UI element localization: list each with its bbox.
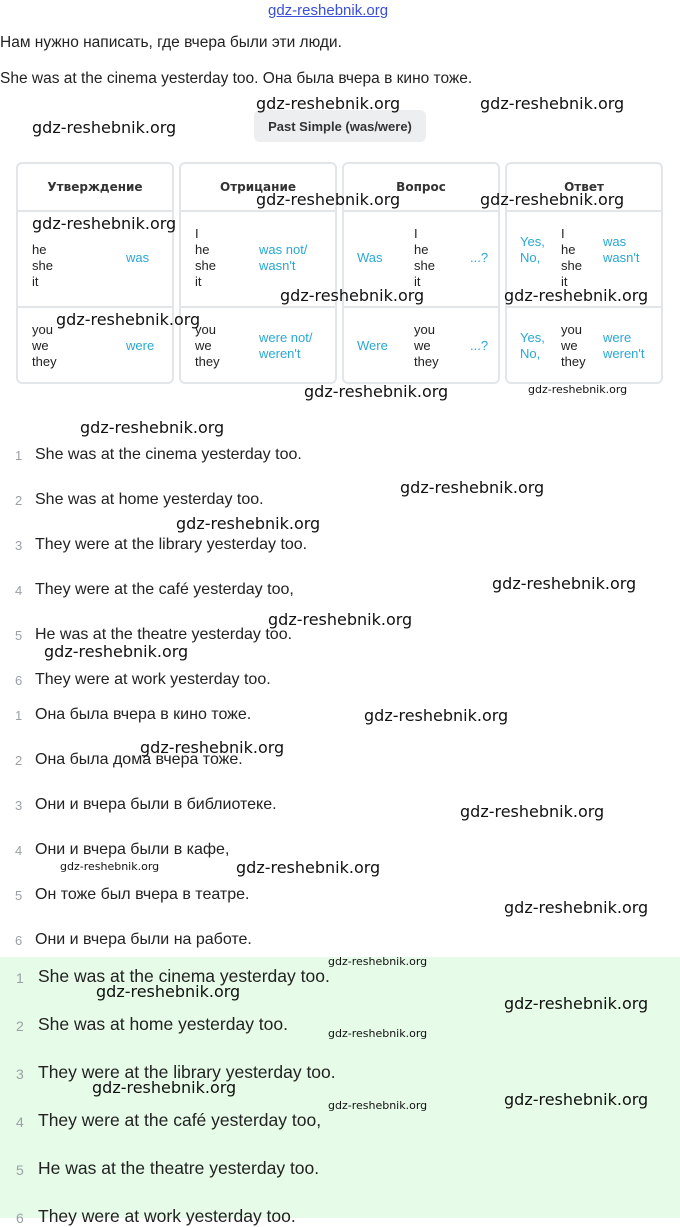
watermark: gdz-reshebnik.org [304,382,449,401]
watermark: gdz-reshebnik.org [44,642,189,661]
question-mark: ...? [470,250,489,265]
grammar-title-badge: Past Simple (was/were) [254,110,426,142]
pronoun-list: he she it [32,242,53,289]
watermark: gdz-reshebnik.org [280,286,425,305]
pronoun-list: you we they [32,322,57,369]
watermark: gdz-reshebnik.org [460,802,605,821]
list-item-number: 6 [15,933,23,948]
list-item: Они и вчера были в библиотеке. [35,796,277,813]
watermark: gdz-reshebnik.org [92,1078,237,1097]
list-item: They were at the café yesterday too, [38,1110,322,1130]
list-item-number: 3 [15,538,23,553]
watermark: gdz-reshebnik.org [480,190,625,209]
watermark: gdz-reshebnik.org [256,190,401,209]
list-item-number: 3 [15,798,23,813]
row-divider [344,306,498,308]
pronoun-list: I he she it [414,226,435,289]
list-item-number: 1 [15,448,23,463]
list-item: She was at home yesterday too. [35,491,264,508]
watermark: gdz-reshebnik.org [32,214,177,233]
pronoun-list: you we they [561,322,586,369]
verb-form: Was [357,250,383,265]
watermark: gdz-reshebnik.org [504,898,649,917]
watermark: gdz-reshebnik.org [96,982,241,1001]
list-item-number: 4 [15,583,23,598]
list-item-number: 6 [15,673,23,688]
verb-form: were [126,338,155,353]
list-item-number: 3 [16,1066,24,1082]
list-item-number: 4 [16,1114,24,1130]
watermark: gdz-reshebnik.org [364,706,509,725]
list-item-number: 2 [15,493,23,508]
watermark: gdz-reshebnik.org [480,94,625,113]
verb-form: Were [357,338,388,353]
watermark: gdz-reshebnik.org [80,418,225,437]
list-item: They were at work yesterday too. [38,1206,296,1226]
answer-words: Yes, No, [520,330,545,361]
pronoun-list: you we they [195,322,220,369]
watermark: gdz-reshebnik.org [492,574,637,593]
list-item-number: 1 [16,970,24,986]
list-item: He was at the theatre yesterday too. [35,626,293,643]
list-item-number: 5 [15,628,23,643]
intro-text: Нам нужно написать, где вчера были эти люди. [0,34,342,51]
watermark: gdz-reshebnik.org [328,1027,428,1040]
site-link[interactable]: gdz-reshebnik.org [268,2,389,19]
watermark: gdz-reshebnik.org [140,738,285,757]
watermark: gdz-reshebnik.org [328,1099,428,1112]
list-item: He was at the theatre yesterday too. [38,1158,320,1178]
row-divider [507,306,661,308]
pronoun-list: I he she it [195,226,216,289]
answer-words: Yes, No, [520,234,545,265]
column-header: Вопрос [344,164,498,212]
list-item: She was at home yesterday too. [38,1014,288,1034]
verb-form: was wasn't [603,234,640,265]
watermark: gdz-reshebnik.org [400,478,545,497]
list-item-number: 1 [15,708,23,723]
watermark: gdz-reshebnik.org [328,955,428,968]
list-item: Они и вчера были в кафе, [35,841,230,858]
list-item: They were at the library yesterday too. [38,1062,336,1082]
watermark: gdz-reshebnik.org [504,994,649,1013]
list-item: She was at the cinema yesterday too. [38,966,330,986]
list-item: They were at work yesterday too. [35,671,271,688]
column-header: Ответ [507,164,661,212]
example-text: She was at the cinema yesterday too. Она была вчера в кино тоже. [0,70,473,87]
row-divider [18,306,172,308]
watermark: gdz-reshebnik.org [32,118,177,137]
question-mark: ...? [470,338,489,353]
list-item: Он тоже был вчера в театре. [35,886,250,903]
list-item: They were at the café yesterday too, [35,581,294,598]
pronoun-list: you we they [414,322,439,369]
list-item: They were at the library yesterday too. [35,536,308,553]
list-item-number: 2 [16,1018,24,1034]
list-item-number: 6 [16,1210,24,1226]
column-header: Утверждение [18,164,172,212]
list-item-number: 5 [15,888,23,903]
watermark: gdz-reshebnik.org [504,286,649,305]
watermark: gdz-reshebnik.org [176,514,321,533]
list-item: Они и вчера были на работе. [35,931,252,948]
verb-form: was [126,250,150,265]
list-item: Она была вчера в кино тоже. [35,706,252,723]
watermark: gdz-reshebnik.org [504,1090,649,1109]
verb-form: were weren't [603,330,645,361]
list-item-number: 5 [16,1162,24,1178]
column-header: Отрицание [181,164,335,212]
verb-form: was not/ wasn't [259,242,308,273]
watermark: gdz-reshebnik.org [256,94,401,113]
pronoun-list: I he she it [561,226,582,289]
watermark: gdz-reshebnik.org [236,858,381,877]
verb-form: were not/ weren't [259,330,313,361]
list-item: She was at the cinema yesterday too. [35,446,302,463]
list-item-number: 2 [15,753,23,768]
watermark: gdz-reshebnik.org [56,310,201,329]
row-divider [181,306,335,308]
watermark: gdz-reshebnik.org [268,610,413,629]
watermark: gdz-reshebnik.org [60,860,160,873]
column-affirmative [16,162,177,384]
list-item-number: 4 [15,843,23,858]
watermark: gdz-reshebnik.org [528,383,628,396]
list-item: Она была дома вчера тоже. [35,751,243,768]
